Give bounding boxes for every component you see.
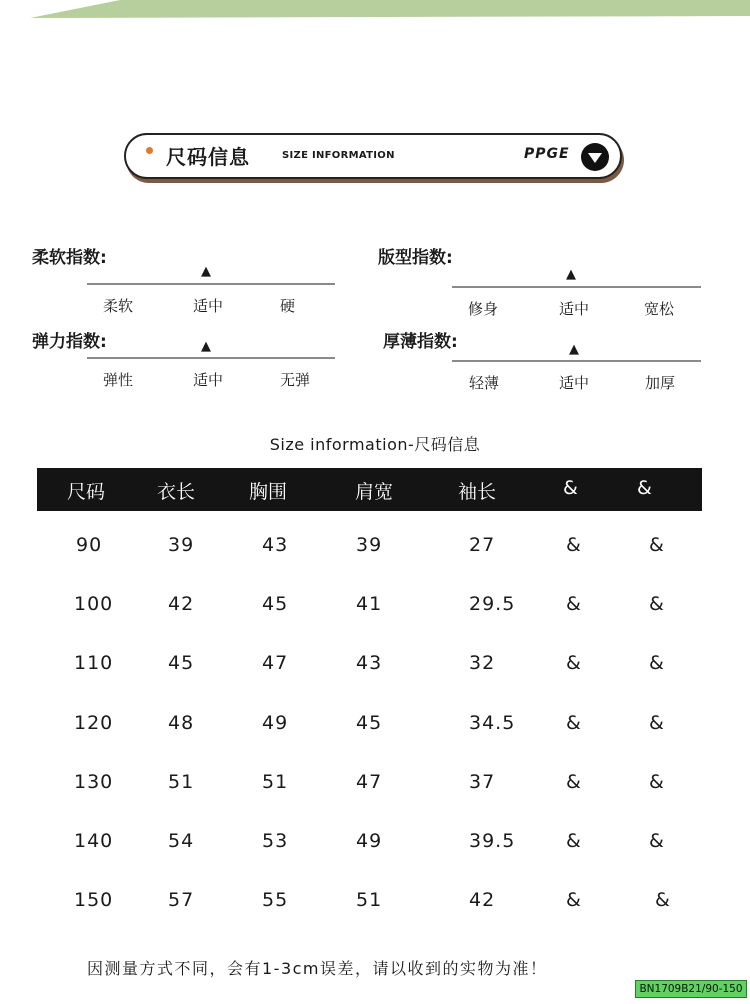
- thickness-option: 加厚: [645, 374, 676, 392]
- table-cell-size: 150: [74, 889, 114, 911]
- table-cell-length: 45: [168, 652, 195, 674]
- table-cell-sleeve: 39.5: [469, 830, 516, 852]
- header-cell-sleeve: 袖长: [458, 481, 497, 503]
- table-cell-chest: 51: [262, 771, 289, 793]
- softness-index-label: 柔软指数:: [32, 248, 107, 268]
- softness-scale-line: [87, 283, 335, 285]
- table-cell-size: 130: [74, 771, 114, 793]
- chevron-down-circle-icon: [581, 143, 609, 171]
- elasticity-option: 适中: [193, 371, 224, 389]
- table-cell-shoulder: 47: [356, 771, 383, 793]
- table-cell-shoulder: 49: [356, 830, 383, 852]
- table-cell-size: 110: [74, 652, 114, 674]
- table-cell-length: 39: [168, 534, 195, 556]
- header-title: 尺码信息: [166, 145, 250, 169]
- softness-marker-icon: ▲: [201, 264, 211, 279]
- header-cell-extra-1: &: [563, 477, 578, 499]
- table-cell-chest: 55: [262, 889, 289, 911]
- table-cell-size: 140: [74, 830, 114, 852]
- table-cell-extra-1: &: [566, 534, 582, 556]
- softness-option: 适中: [193, 297, 224, 315]
- thickness-marker-icon: ▲: [569, 342, 579, 357]
- thickness-index-label: 厚薄指数:: [383, 332, 458, 352]
- table-cell-shoulder: 41: [356, 593, 383, 615]
- table-cell-size: 100: [74, 593, 114, 615]
- table-title: Size information-尺码信息: [269, 435, 481, 454]
- header-cell-size: 尺码: [67, 481, 106, 503]
- top-decor-band: [0, 0, 750, 20]
- product-code-tag: BN1709B21/90-150: [635, 980, 747, 998]
- table-cell-extra-1: &: [566, 712, 582, 734]
- table-cell-length: 48: [168, 712, 195, 734]
- table-cell-extra-2: &: [649, 534, 665, 556]
- table-cell-length: 54: [168, 830, 195, 852]
- table-cell-extra-2: &: [649, 652, 665, 674]
- table-header: [37, 468, 702, 511]
- bullet-dot-icon: [146, 147, 153, 154]
- elasticity-marker-icon: ▲: [201, 339, 211, 354]
- header-cell-length: 衣长: [157, 481, 196, 503]
- fit-option: 适中: [559, 300, 590, 318]
- table-cell-chest: 47: [262, 652, 289, 674]
- table-cell-sleeve: 37: [469, 771, 496, 793]
- table-cell-sleeve: 27: [469, 534, 496, 556]
- size-info-header: [124, 133, 622, 179]
- table-cell-chest: 53: [262, 830, 289, 852]
- thickness-option: 适中: [559, 374, 590, 392]
- table-cell-chest: 43: [262, 534, 289, 556]
- table-cell-length: 42: [168, 593, 195, 615]
- measurement-note: 因测量方式不同，会有1-3cm误差，请以收到的实物为准！: [87, 959, 548, 978]
- thickness-scale-line: [452, 360, 701, 362]
- elasticity-option: 弹性: [103, 371, 134, 389]
- table-cell-extra-2: &: [649, 771, 665, 793]
- brand-logo: PPGE: [524, 146, 570, 162]
- table-cell-size: 120: [74, 712, 114, 734]
- fit-index-label: 版型指数:: [378, 248, 453, 268]
- table-cell-length: 51: [168, 771, 195, 793]
- header-cell-chest: 胸围: [249, 481, 288, 503]
- table-cell-chest: 45: [262, 593, 289, 615]
- fit-marker-icon: ▲: [566, 267, 576, 282]
- table-cell-sleeve: 34.5: [469, 712, 516, 734]
- elasticity-scale-line: [87, 357, 335, 359]
- table-cell-sleeve: 29.5: [469, 593, 516, 615]
- table-cell-chest: 49: [262, 712, 289, 734]
- table-cell-shoulder: 51: [356, 889, 383, 911]
- table-cell-extra-2: &: [649, 830, 665, 852]
- table-cell-sleeve: 32: [469, 652, 496, 674]
- table-cell-extra-2: &: [655, 889, 671, 911]
- header-subtitle: SIZE INFORMATION: [282, 150, 395, 161]
- elasticity-option: 无弹: [280, 371, 311, 389]
- fit-option: 修身: [468, 300, 499, 318]
- table-cell-shoulder: 43: [356, 652, 383, 674]
- header-cell-shoulder: 肩宽: [355, 481, 394, 503]
- fit-scale-line: [452, 286, 701, 288]
- table-cell-shoulder: 39: [356, 534, 383, 556]
- table-cell-sleeve: 42: [469, 889, 496, 911]
- table-cell-extra-1: &: [566, 830, 582, 852]
- table-cell-extra-1: &: [566, 652, 582, 674]
- softness-option: 柔软: [103, 297, 134, 315]
- table-cell-size: 90: [76, 534, 103, 556]
- fit-option: 宽松: [644, 300, 675, 318]
- table-cell-extra-2: &: [649, 712, 665, 734]
- softness-option: 硬: [280, 297, 296, 315]
- elasticity-index-label: 弹力指数:: [32, 332, 107, 352]
- table-cell-extra-1: &: [566, 889, 582, 911]
- header-cell-extra-2: &: [637, 477, 652, 499]
- table-cell-extra-1: &: [566, 771, 582, 793]
- table-cell-extra-2: &: [649, 593, 665, 615]
- table-cell-shoulder: 45: [356, 712, 383, 734]
- thickness-option: 轻薄: [469, 374, 500, 392]
- table-cell-extra-1: &: [566, 593, 582, 615]
- table-cell-length: 57: [168, 889, 195, 911]
